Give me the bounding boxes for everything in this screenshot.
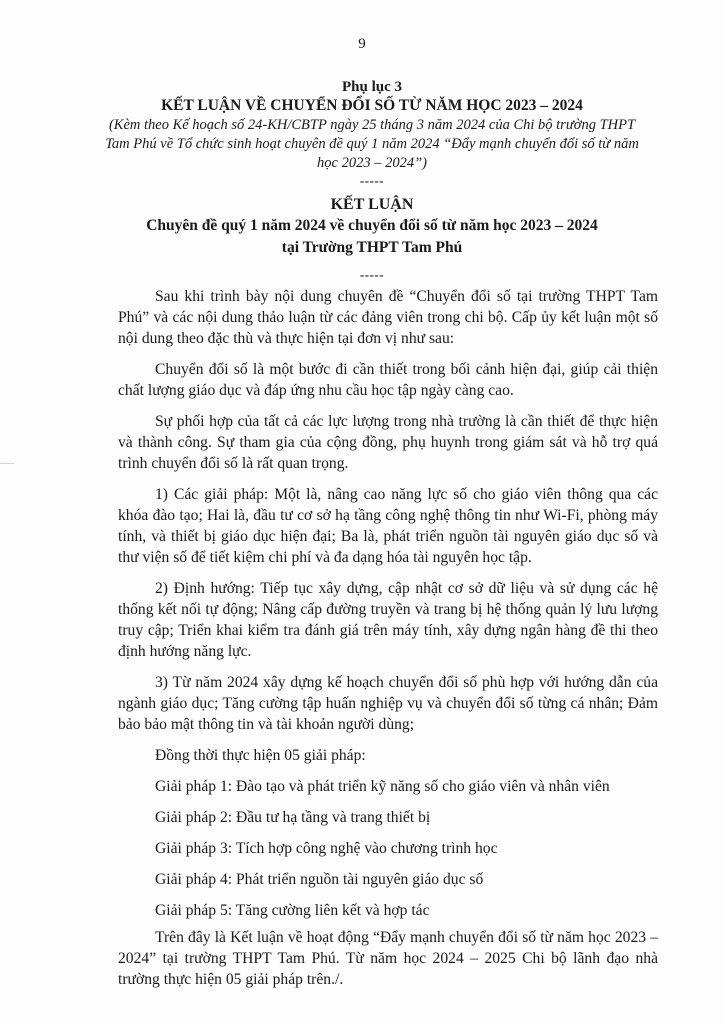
paragraph-plan-2024: 3) Từ năm 2024 xây dựng kế hoạch chuyển đổi số phù hợp với hướng dẫn của ngành giáo dục; Tăng cường tập huấn nghiệp vụ và chuyển đổi số từng cá nhân; Đảm bảo bảo mật thông tin và tài khoản người dùng; [118, 674, 658, 733]
conclusion-title-block [100, 195, 644, 282]
solution-item: Giải pháp 1: Đào tạo và phát triển kỹ năng số cho giáo viên và nhân viên [155, 778, 610, 795]
conclusion-heading: KẾT LUẬN [330, 196, 414, 213]
solution-item: Giải pháp 2: Đầu tư hạ tầng và trang thiết bị [155, 809, 431, 826]
header-separator: ----- [359, 173, 385, 188]
paragraph-solutions: 1) Các giải pháp: Một là, nâng cao năng lực số cho giáo viên thông qua các khóa đào tạo; Hai là, đầu tư cơ sở hạ tầng công nghệ thông tin như Wi-Fi, phòng máy tính, và thiết bị giáo dục hiện đại; Ba là, phát triển nguồn tài nguyên giáo dục số và thư viện số để tiết kiệm chi phí và đa dạng hóa tài nguyên học tập. [118, 486, 658, 566]
appendix-label: Phụ lục 3 [341, 79, 402, 95]
solution-item: Giải pháp 4: Phát triển nguồn tài nguyên giáo dục số [155, 871, 484, 888]
paragraph-coordination: Sự phối hợp của tất cả các lực lượng trong nhà trường là cần thiết để thực hiện và thành công. Sự tham gia của cộng đồng, phụ huynh trong giám sát và hỗ trợ quá trình chuyển đổi số là rất quan trọng. [118, 413, 658, 472]
solution-item: Giải pháp 5: Tăng cường liên kết và hợp tác [155, 902, 430, 919]
conclusion-subtitle-line-1: Chuyên đề quý 1 năm 2024 về chuyển đổi số từ năm học 2023 – 2024 [146, 217, 598, 234]
paragraph-orientation: 2) Định hướng: Tiếp tục xây dựng, cập nhật cơ sở dữ liệu và sử dụng các hệ thống kết nối tự động; Nâng cấp đường truyền và trang bị hệ thống quản lý lưu lượng truy cập; Triển khai kiểm tra đánh giá trên máy tính, xây dựng ngân hàng đề thi theo định hướng năng lực. [118, 580, 658, 660]
conclusion-separator: ----- [359, 267, 385, 282]
conclusion-subtitle-line-2: tại Trường THPT Tam Phú [281, 239, 463, 256]
paragraph-necessity: Chuyển đổi số là một bước đi cần thiết trong bối cảnh hiện đại, giúp cải thiện chất lượng giáo dục và đáp ứng nhu cầu học tập ngày càng cao. [118, 361, 658, 399]
paragraph-closing: Trên đây là Kết luận về hoạt động “Đẩy mạnh chuyển đổi số từ năm học 2023 – 2024” tại trường THPT Tam Phú. Từ năm học 2024 – 2025 Chi bộ lãnh đạo nhà trường thực hiện 05 giải pháp trên./. [118, 929, 658, 988]
solution-item: Giải pháp 3: Tích hợp công nghệ vào chương trình học [155, 840, 498, 857]
body-text [118, 286, 658, 1000]
appendix-header [100, 78, 644, 188]
page-number: 9 [358, 36, 366, 52]
appendix-title: KẾT LUẬN VỀ CHUYỂN ĐỔI SỐ TỪ NĂM HỌC 2023 – 2024 [161, 97, 583, 114]
appendix-note: (Kèm theo Kế hoạch số 24-KH/CBTP ngày 25 tháng 3 năm 2024 của Chi bộ trường THPT Tam Phú về Tổ chức sinh hoạt chuyên đề quý 1 năm 2024 “Đẩy mạnh chuyển đổi số từ năm học 2023 – 2024”) [105, 117, 639, 171]
paragraph-intro: Sau khi trình bày nội dung chuyên đề “Chuyển đổi số tại trường THPT Tam Phú” và các nội dung thảo luận từ các đảng viên trong chi bộ. Cấp ủy kết luận một số nội dung theo đặc thù và thực hiện tại đơn vị như sau: [118, 288, 658, 347]
paragraph-five-solutions-intro: Đồng thời thực hiện 05 giải pháp: [155, 747, 366, 764]
margin-mark [0, 463, 14, 464]
